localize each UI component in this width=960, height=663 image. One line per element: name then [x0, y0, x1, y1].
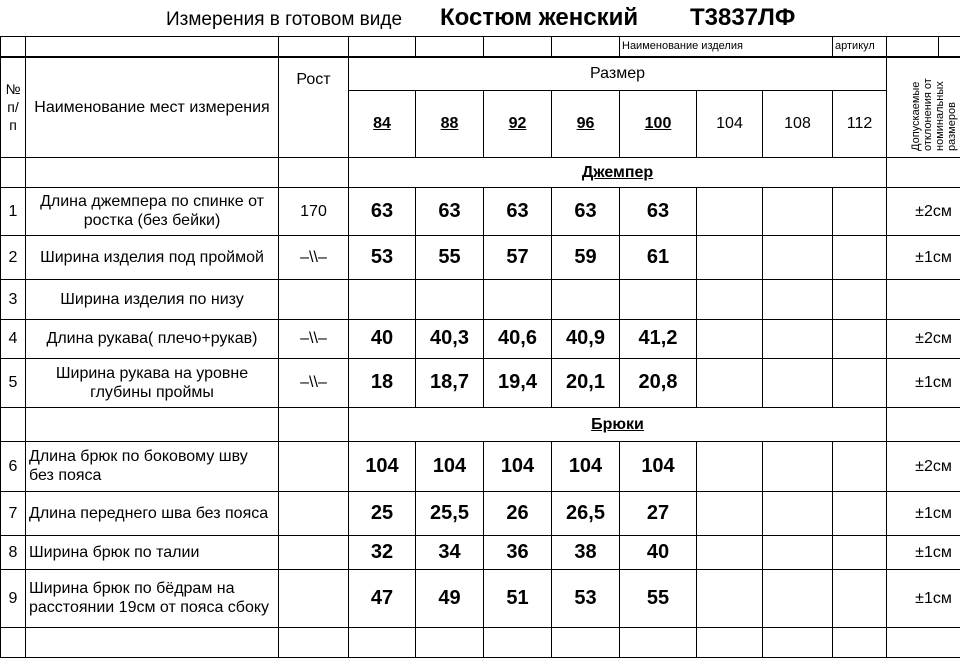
row-name: Длина переднего шва без пояса: [26, 491, 279, 535]
value-cell: 55: [416, 235, 484, 279]
value-cell: 104: [484, 441, 552, 491]
value-cell: 53: [349, 235, 416, 279]
col-tolerance-header: [887, 57, 960, 157]
value-cell: 63: [620, 187, 697, 235]
size-92: 92: [484, 90, 552, 157]
value-cell: 26,5: [552, 491, 620, 535]
size-100: 100: [620, 90, 697, 157]
title-label: Измерения в готовом виде: [166, 9, 403, 30]
value-cell: 41,2: [620, 319, 697, 358]
value-cell: 57: [484, 235, 552, 279]
value-cell: 25,5: [416, 491, 484, 535]
row-number: 7: [1, 491, 26, 535]
row-number: 8: [1, 535, 26, 569]
row-height: 170: [279, 187, 349, 235]
value-cell: 61: [620, 235, 697, 279]
value-cell: 18,7: [416, 358, 484, 407]
row-name: Длина джемпера по спинке от ростка (без бейки): [26, 187, 279, 235]
value-cell: 63: [416, 187, 484, 235]
tolerance-cell: ±1см: [887, 358, 960, 407]
row-height: –\\–: [279, 358, 349, 407]
col-num-header: № п/ п: [1, 57, 26, 157]
value-cell: 27: [620, 491, 697, 535]
size-108: 108: [763, 90, 833, 157]
tolerance-cell: ±1см: [887, 569, 960, 627]
size-112: 112: [833, 90, 887, 157]
row-height: –\\–: [279, 235, 349, 279]
value-cell: 104: [349, 441, 416, 491]
row-name: Ширина брюк по бёдрам на расстоянии 19см от пояса сбоку: [26, 569, 279, 627]
row-name: Ширина рукава на уровне глубины проймы: [26, 358, 279, 407]
value-cell: 32: [349, 535, 416, 569]
section-pants-label: Брюки: [349, 407, 887, 441]
tolerance-cell: ±2см: [887, 441, 960, 491]
value-cell: 104: [416, 441, 484, 491]
product-name: Костюм женский: [440, 4, 639, 31]
measurements-table: [0, 36, 960, 658]
table-row: [1, 535, 960, 569]
size-104: 104: [697, 90, 763, 157]
value-cell: 20,8: [620, 358, 697, 407]
value-cell: 55: [620, 569, 697, 627]
article-code: Т3837ЛФ: [690, 4, 796, 31]
tolerance-cell: ±2см: [887, 319, 960, 358]
caption-row: [1, 37, 960, 58]
size-88: 88: [416, 90, 484, 157]
value-cell: 47: [349, 569, 416, 627]
section-jumper-label: Джемпер: [349, 157, 887, 187]
value-cell: 40,3: [416, 319, 484, 358]
value-cell: 63: [552, 187, 620, 235]
table-row: [1, 235, 960, 279]
value-cell: 104: [620, 441, 697, 491]
value-cell: 53: [552, 569, 620, 627]
tolerance-cell: ±1см: [887, 535, 960, 569]
value-cell: 40,9: [552, 319, 620, 358]
table-row: [1, 319, 960, 358]
value-cell: 38: [552, 535, 620, 569]
row-name: Длина брюк по боковому шву без пояса: [26, 441, 279, 491]
table-row: [1, 358, 960, 407]
value-cell: 19,4: [484, 358, 552, 407]
row-name: Ширина изделия по низу: [26, 279, 279, 319]
table-row: [1, 441, 960, 491]
table-row: [1, 279, 960, 319]
col-place-header: Наименование мест измерения: [26, 57, 279, 157]
value-cell: 51: [484, 569, 552, 627]
section-jumper: [1, 157, 960, 187]
header-row-1: [1, 57, 960, 90]
row-name: Ширина брюк по талии: [26, 535, 279, 569]
tolerance-cell: ±2см: [887, 187, 960, 235]
value-cell: 26: [484, 491, 552, 535]
col-height-header: Рост: [279, 57, 349, 157]
value-cell: 49: [416, 569, 484, 627]
row-number: 3: [1, 279, 26, 319]
table-row: [1, 187, 960, 235]
table-row-empty: [1, 627, 960, 657]
table-row: [1, 491, 960, 535]
value-cell: 59: [552, 235, 620, 279]
document-title: [0, 0, 960, 36]
product-caption: Наименование изделия: [620, 37, 833, 58]
value-cell: 40: [620, 535, 697, 569]
row-height: –\\–: [279, 319, 349, 358]
value-cell: 18: [349, 358, 416, 407]
value-cell: 40: [349, 319, 416, 358]
table-row: [1, 569, 960, 627]
row-number: 6: [1, 441, 26, 491]
value-cell: 104: [552, 441, 620, 491]
row-number: 5: [1, 358, 26, 407]
value-cell: 40,6: [484, 319, 552, 358]
value-cell: 34: [416, 535, 484, 569]
size-96: 96: [552, 90, 620, 157]
value-cell: 63: [484, 187, 552, 235]
section-pants: [1, 407, 960, 441]
row-number: 4: [1, 319, 26, 358]
size-84: 84: [349, 90, 416, 157]
article-caption: артикул: [833, 37, 887, 58]
tolerance-label: Допускаемые отклонения от номинальных размеров: [909, 77, 958, 151]
tolerance-cell: ±1см: [887, 235, 960, 279]
col-size-header: Размер: [349, 57, 887, 90]
value-cell: 20,1: [552, 358, 620, 407]
row-number: 2: [1, 235, 26, 279]
row-number: 1: [1, 187, 26, 235]
row-number: 9: [1, 569, 26, 627]
value-cell: 36: [484, 535, 552, 569]
tolerance-cell: ±1см: [887, 491, 960, 535]
value-cell: 25: [349, 491, 416, 535]
row-name: Длина рукава( плечо+рукав): [26, 319, 279, 358]
row-name: Ширина изделия под проймой: [26, 235, 279, 279]
value-cell: 63: [349, 187, 416, 235]
